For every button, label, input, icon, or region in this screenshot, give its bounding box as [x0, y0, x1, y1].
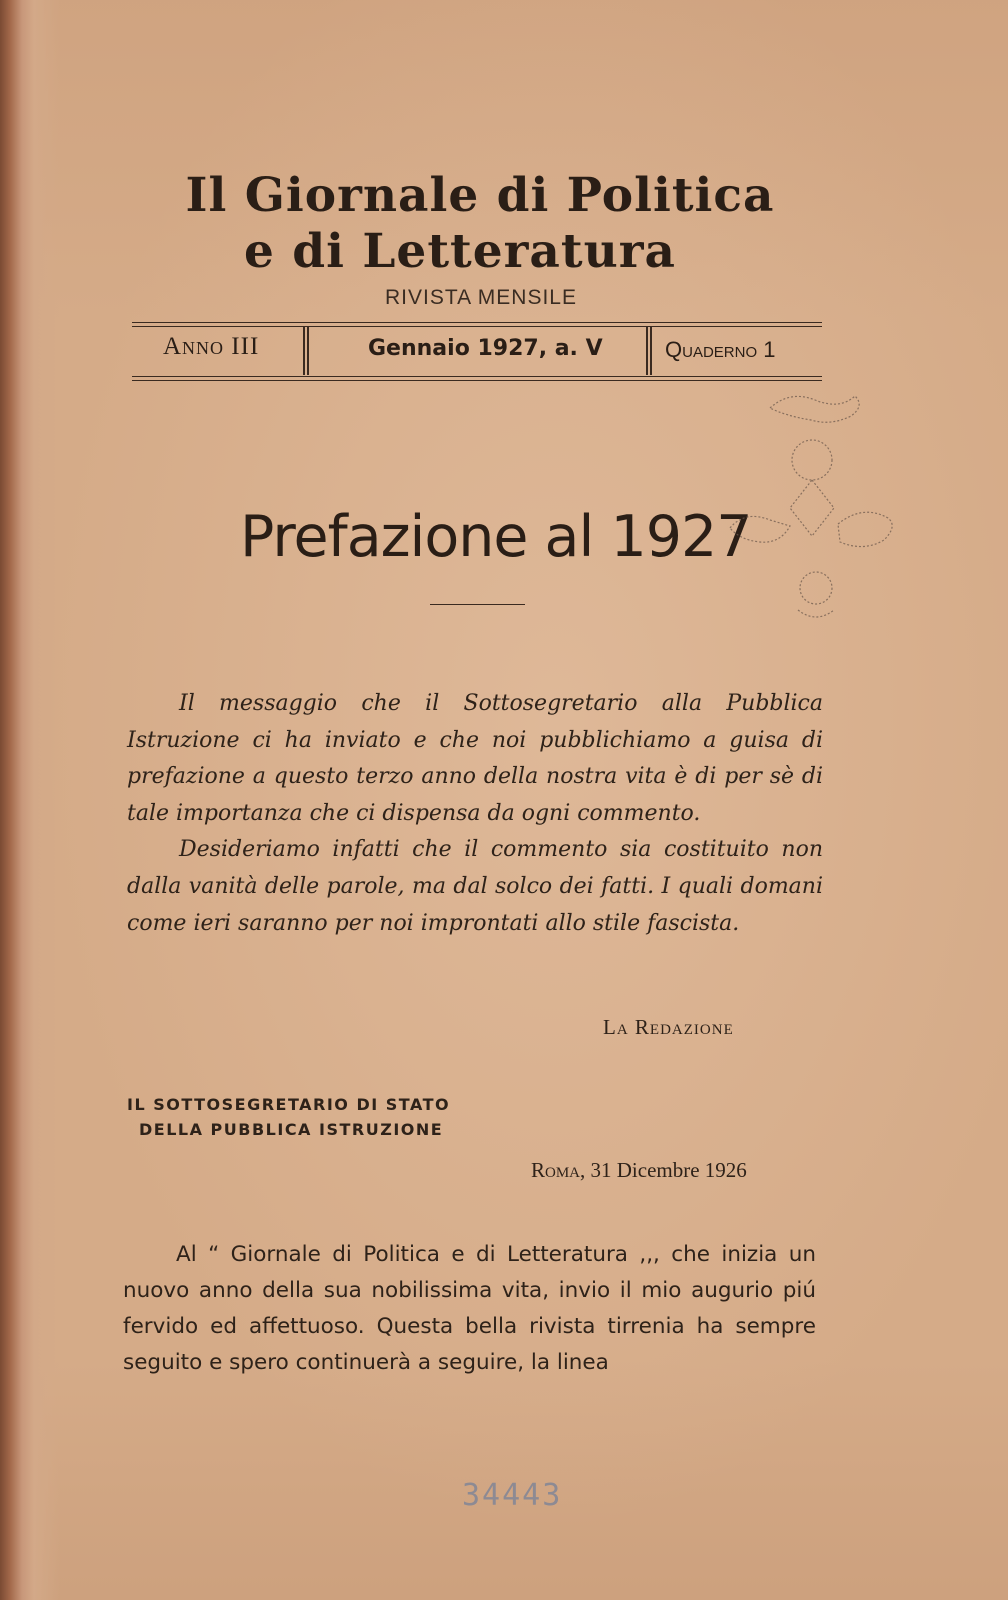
masthead-rule: [132, 380, 822, 381]
masthead-divider: [650, 327, 652, 375]
letter-place: Roma: [531, 1158, 581, 1182]
journal-title-line2: e di Letteratura: [244, 224, 676, 279]
editorial-signature: La Redazione: [603, 1015, 734, 1039]
masthead-rule: [132, 326, 822, 327]
inventory-number-stamp: 34443: [462, 1478, 563, 1513]
letterhead-line1: IL SOTTOSEGRETARIO DI STATO: [127, 1095, 451, 1114]
intro-paragraph-2: Desideriamo infatti che il commento sia costituito non dalla vanità delle parole, ma dal solco dei fatti. I quali domani come ieri saranno per noi improntati allo stile fascista.: [127, 837, 823, 936]
letterhead-line2: DELLA PUBBLICA ISTRUZIONE: [139, 1120, 444, 1139]
masthead-rule: [132, 322, 822, 323]
title-underline: [430, 604, 525, 605]
letter-date: , 31 Dicembre 1926: [580, 1158, 747, 1182]
letter-dateline: [531, 1158, 747, 1183]
intro-paragraph-1: Il messaggio che il Sottosegretario alla Pubblica Istruzione ci ha inviato e che noi pubblichiamo a guisa di prefazione a questo terzo anno della nostra vita è di per sè di tale importanza che ci dispensa da ogni commento.: [127, 691, 823, 826]
masthead-divider: [303, 327, 305, 375]
journal-title-line1: Il Giornale di Politica: [185, 168, 775, 223]
issue-number: Quaderno 1: [665, 337, 776, 362]
library-stamp-icon: [720, 388, 910, 628]
article-title: Prefazione al 1927: [240, 504, 752, 570]
editorial-intro: [127, 686, 823, 942]
masthead-divider: [307, 327, 309, 375]
masthead-divider: [646, 327, 648, 375]
letter-body: Al “ Giornale di Politica e di Letteratura ,,, che inizia un nuovo anno della sua nobilissima vita, invio il mio augurio piú fervido ed affettuoso. Questa bella rivista tirrenia ha sempre seguito e spero continuerà a seguire, la linea: [123, 1242, 816, 1375]
masthead-rule: [132, 376, 822, 377]
issue-year: Anno III: [163, 333, 260, 360]
journal-subtitle: RIVISTA MENSILE: [385, 286, 577, 309]
issue-date: Gennaio 1927, a. V: [368, 336, 603, 361]
